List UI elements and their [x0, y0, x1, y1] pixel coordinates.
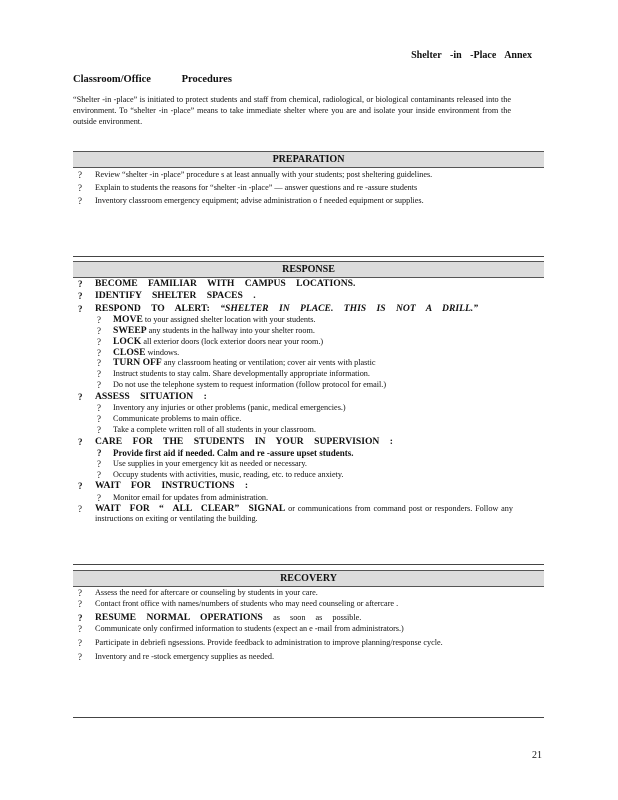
- list-item: ? WAIT FOR INSTRUCTIONS :: [78, 480, 249, 492]
- alert-text: “SHELTER IN PLACE. THIS IS NOT A DRILL.”: [220, 302, 479, 314]
- list-item: ? Contact front office with names/numbers of students who may need counseling or aftercare .: [78, 598, 399, 609]
- bullet-icon: ?: [78, 279, 83, 289]
- bullet-icon: ?: [97, 458, 101, 469]
- list-item: ? Inventory and re -stock emergency supplies as needed.: [78, 651, 275, 662]
- bullet-icon: ?: [97, 492, 101, 503]
- bullet-icon: ?: [97, 403, 101, 414]
- list-item: ? MOVE to your assigned shelter location with your students.: [97, 314, 316, 326]
- bullet-icon: ?: [97, 336, 101, 347]
- list-item: ? Do not use the telephone system to request information (follow protocol for email.): [97, 380, 387, 390]
- intro-paragraph: “Shelter -in -place” is initiated to protect students and staff from chemical, radiological, or biological contaminants released into the environment. To “shelter -in -place” means to take immediate shelter where you are and isolate your inside environment from the outside environment.: [73, 95, 511, 126]
- bullet-icon: ?: [78, 598, 82, 609]
- list-item: ? ASSESS SITUATION :: [78, 390, 207, 402]
- divider: [73, 564, 544, 565]
- page-title: Classroom/Office Procedures: [73, 74, 232, 85]
- list-item: ? RESUME NORMAL OPERATIONS as soon as possible.: [78, 611, 362, 623]
- list-item: ? TURN OFF any classroom heating or ventilation; cover air vents with plastic: [97, 357, 376, 369]
- divider: [73, 256, 544, 257]
- list-item: ? BECOME FAMILIAR WITH CAMPUS LOCATIONS.: [78, 278, 356, 289]
- response-list: [73, 278, 513, 525]
- divider: [73, 717, 544, 718]
- preparation-list: [73, 170, 513, 206]
- bullet-icon: ?: [78, 436, 83, 447]
- bullet-icon: ?: [97, 347, 101, 358]
- bullet-icon: ?: [78, 503, 82, 514]
- list-item: ? Assess the need for aftercare or counseling by students in your care.: [78, 588, 318, 598]
- list-item: ? LOCK all exterior doors (lock exterior doors near your room.): [97, 335, 324, 347]
- list-item: ? Monitor email for updates from administration.: [97, 492, 269, 503]
- list-item: ? Take a complete written roll of all students in your classroom.: [97, 424, 316, 435]
- list-item: ? WAIT FOR “ ALL CLEAR” SIGNAL or communications from command post or responders. Follow any instructions on exiting or ventilating the building.: [78, 502, 513, 524]
- recovery-list: [73, 588, 513, 662]
- list-item: ? Explain to students the reasons for “shelter -in -place” — answer questions and re -assure students: [78, 182, 418, 193]
- list-item: ? RESPOND TO ALERT: “SHELTER IN PLACE. THIS IS NOT A DRILL.”: [78, 302, 479, 314]
- list-item: ? IDENTIFY SHELTER SPACES .: [78, 290, 256, 302]
- bullet-icon: ?: [78, 182, 82, 193]
- bullet-icon: ?: [97, 326, 101, 337]
- page-number: 21: [532, 750, 542, 761]
- list-item: ? Provide first aid if needed. Calm and re -assure upset students.: [97, 448, 354, 458]
- bullet-icon: ?: [78, 391, 83, 402]
- list-item: ? Occupy students with activities, music, reading, etc. to reduce anxiety.: [97, 469, 344, 480]
- bullet-icon: ?: [78, 588, 82, 598]
- bullet-icon: ?: [78, 637, 82, 648]
- bullet-icon: ?: [97, 358, 101, 369]
- list-item: ? CLOSE windows.: [97, 346, 180, 358]
- bullet-icon: ?: [97, 380, 101, 390]
- bullet-icon: ?: [97, 424, 101, 435]
- bullet-icon: ?: [78, 612, 83, 623]
- bullet-icon: ?: [97, 414, 101, 424]
- list-item: ? Instruct students to stay calm. Share developmentally appropriate information.: [97, 369, 370, 380]
- list-item: ? SWEEP any students in the hallway into your shelter room.: [97, 325, 315, 337]
- recovery-heading: RECOVERY: [73, 570, 544, 587]
- list-item: ? Use supplies in your emergency kit as needed or necessary.: [97, 458, 307, 469]
- preparation-heading: PREPARATION: [73, 151, 544, 168]
- bullet-icon: ?: [97, 369, 101, 380]
- list-item: ? CARE FOR THE STUDENTS IN YOUR SUPERVISION :: [78, 435, 393, 447]
- bullet-icon: ?: [78, 170, 82, 180]
- list-item: ? Participate in debriefi ngsessions. Provide feedback to administration to improve planning/response cycle.: [78, 637, 443, 648]
- list-item: ? Review “shelter -in -place” procedure s at least annually with your students; post sheltering guidelines.: [78, 170, 433, 180]
- list-item: ? Communicate problems to main office.: [97, 414, 242, 424]
- bullet-icon: ?: [97, 448, 102, 458]
- bullet-icon: ?: [97, 315, 101, 326]
- bullet-icon: ?: [78, 195, 82, 206]
- list-item: ? Inventory any injuries or other problems (panic, medical emergencies.): [97, 403, 346, 414]
- bullet-icon: ?: [97, 469, 101, 480]
- annex-header: Shelter -in -Place Annex: [411, 50, 532, 61]
- response-heading: RESPONSE: [73, 261, 544, 278]
- bullet-icon: ?: [78, 291, 83, 302]
- list-item: ? Communicate only confirmed information to students (expect an e -mail from administrators.): [78, 624, 404, 634]
- list-item: ? Inventory classroom emergency equipment; advise administration o f needed equipment or supplies.: [78, 195, 424, 206]
- bullet-icon: ?: [78, 624, 82, 634]
- bullet-icon: ?: [78, 303, 83, 314]
- bullet-icon: ?: [78, 651, 82, 662]
- bullet-icon: ?: [78, 481, 83, 492]
